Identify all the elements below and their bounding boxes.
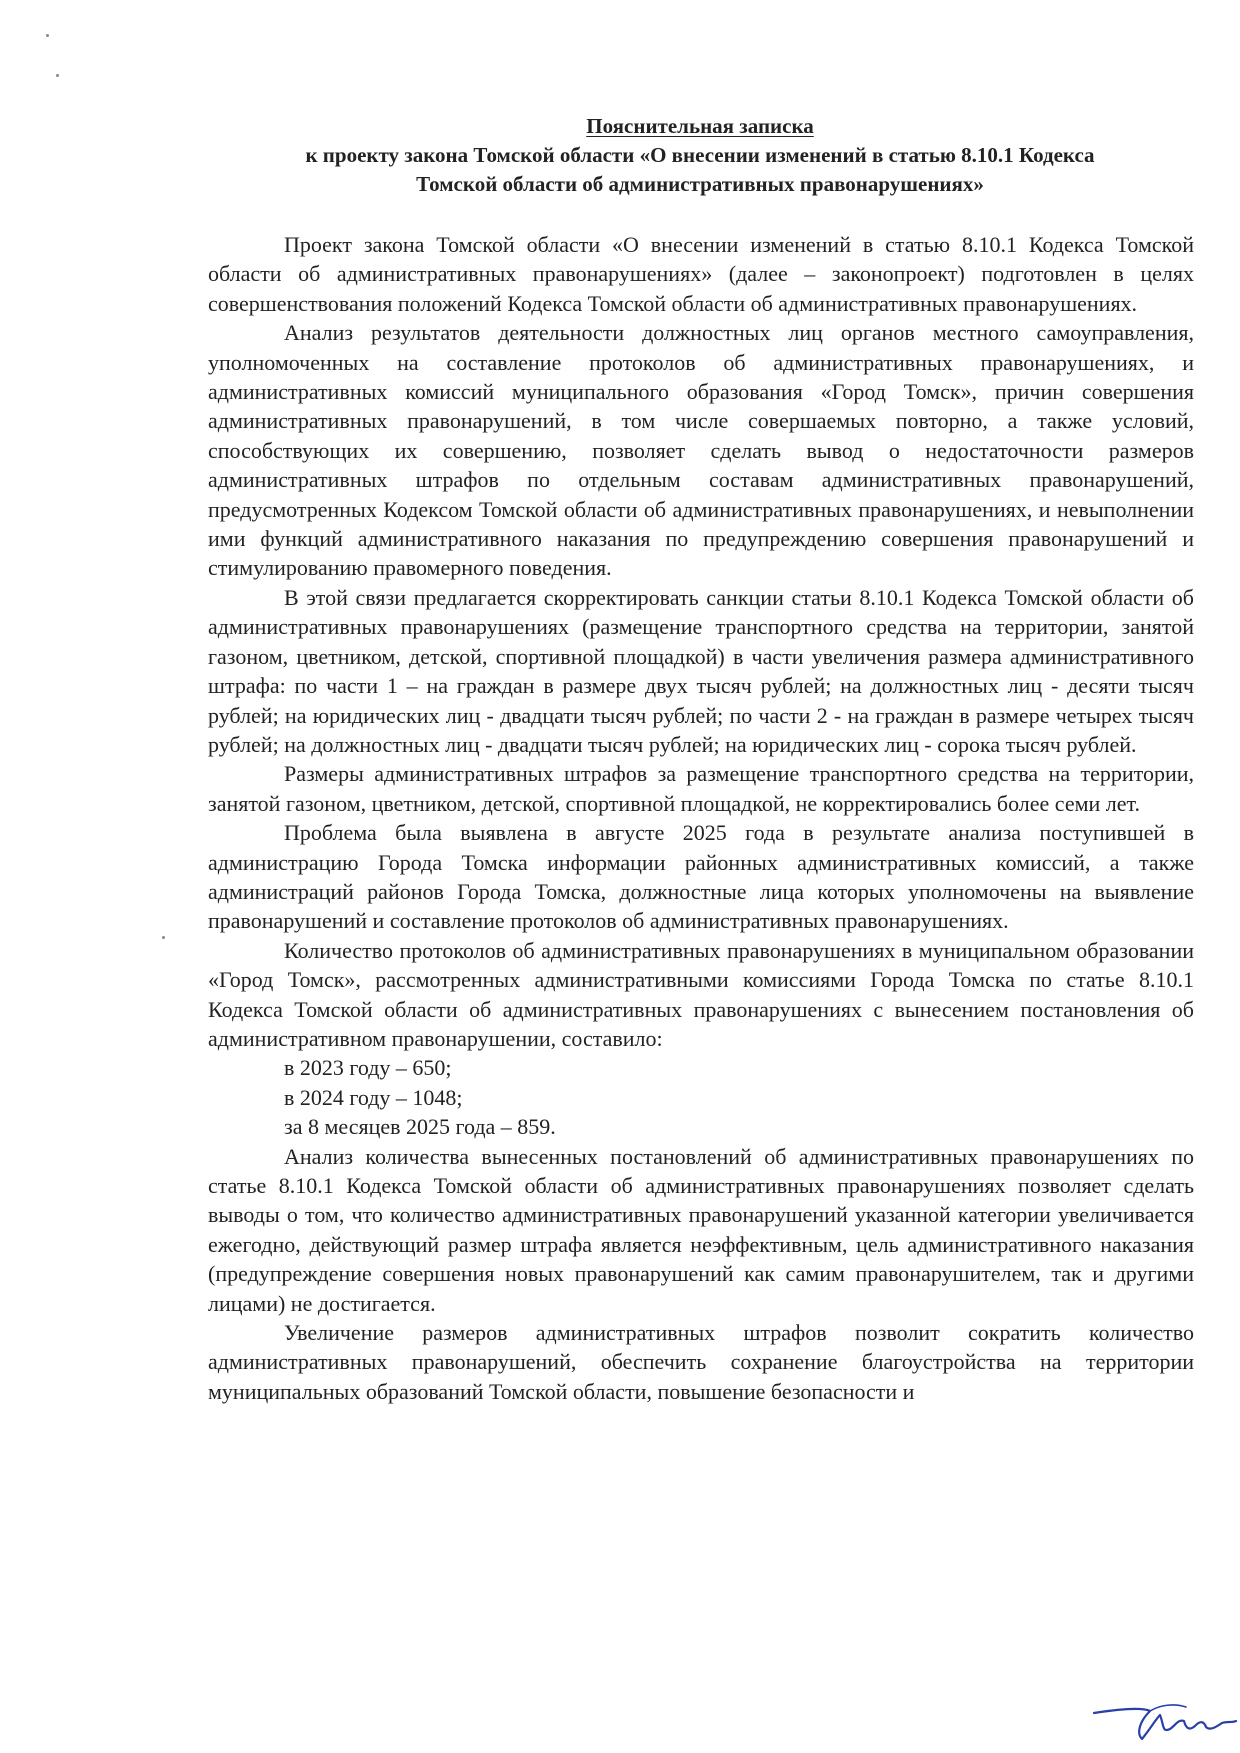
document-header [210, 112, 1190, 199]
signature-flourish [1150, 1705, 1186, 1711]
document-subtitle-line-1: к проекту закона Томской области «О внесении изменений в статью 8.10.1 Кодекса [305, 143, 1095, 167]
paragraph-fine-history: Размеры административных штрафов за размещение транспортного средства на территории, занятой газоном, цветником, детской, спортивной площадкой, не корректировались более семи лет. [208, 761, 1194, 816]
paragraph-problem: Проблема была выявлена в августе 2025 года в результате анализа поступившей в администрацию Города Томска информации районных административных комиссий, а также администраций районов Города Томска, должностные лица которых уполномочены на выявление правонарушений и составление протоколов об административных правонарушениях. [208, 820, 1194, 934]
paragraph-proposal: В этой связи предлагается скорректировать санкции статьи 8.10.1 Кодекса Томской области об административных правонарушениях (размещение транспортного средства на территории, занятой газоном, цветником, детской, спортивной площадкой) в части увеличения размера административного штрафа: по части 1 – на граждан в размере двух тысяч рублей; на должностных лиц - десяти тысяч рублей; на юридических лиц - двадцати тысяч рублей; по части 2 - на граждан в размере четырех тысяч рублей; на должностных лиц - двадцати тысяч рублей; на юридических лиц - сорока тысяч рублей. [208, 584, 1194, 757]
paragraph-protocol-count: Количество протоколов об административных правонарушениях в муниципальном образовании «Город Томск», рассмотренных административными комиссиями Города Томска по статье 8.10.1 Кодекса Томской области об административных правонарушениях с вынесением постановления об административном правонарушении, составило: [208, 937, 1194, 1051]
stat-item-2023: в 2023 году – 650; [284, 1055, 452, 1081]
stat-item-2025: за 8 месяцев 2025 года – 859. [284, 1114, 556, 1140]
document-body [208, 230, 1194, 1406]
paragraph-analysis: Анализ результатов деятельности должностных лиц органов местного самоуправления, уполномоченных на составление протоколов об административных правонарушениях, и административных комиссий муниципального образования «Город Томск», причин совершения административных правонарушений, в том числе совершаемых повторно, а также условий, способствующих их совершению, позволяет сделать вывод о недостаточности размеров административных штрафов по отдельным составам административных правонарушений, предусмотренных Кодексом Томской области об административных правонарушениях, и невыполнении ими функций административного наказания по предупреждению совершения правонарушений и стимулированию правомерного поведения. [208, 320, 1194, 581]
signature-stroke [1094, 1709, 1236, 1739]
handwritten-signature [1090, 1699, 1240, 1747]
paragraph-conclusion: Анализ количества вынесенных постановлений об административных правонарушениях по статье 8.10.1 Кодекса Томской области об административных правонарушениях позволяет сделать выводы о том, что количество административных правонарушений указанной категории увеличивается ежегодно, действующий размер штрафа является неэффективным, цель административного наказания (предупреждение совершения новых правонарушений как самим правонарушителем, так и другими лицами) не достигается. [208, 1143, 1194, 1316]
document-title: Пояснительная записка [586, 114, 814, 138]
scan-speck [56, 74, 59, 77]
stat-item-2024: в 2024 году – 1048; [284, 1084, 463, 1110]
paragraph-effect: Увеличение размеров административных штрафов позволит сократить количество административных правонарушений, обеспечить сохранение благоустройства на территории муниципальных образований Томской области, повышение безопасности и [208, 1320, 1194, 1404]
scan-speck [162, 936, 165, 939]
scan-speck [46, 34, 49, 37]
paragraph-intro: Проект закона Томской области «О внесении изменений в статью 8.10.1 Кодекса Томской области об административных правонарушениях» (далее – законопроект) подготовлен в целях совершенствования положений Кодекса Томской области об административных правонарушениях. [208, 232, 1194, 316]
document-subtitle-line-2: Томской области об административных правонарушениях» [416, 172, 984, 196]
